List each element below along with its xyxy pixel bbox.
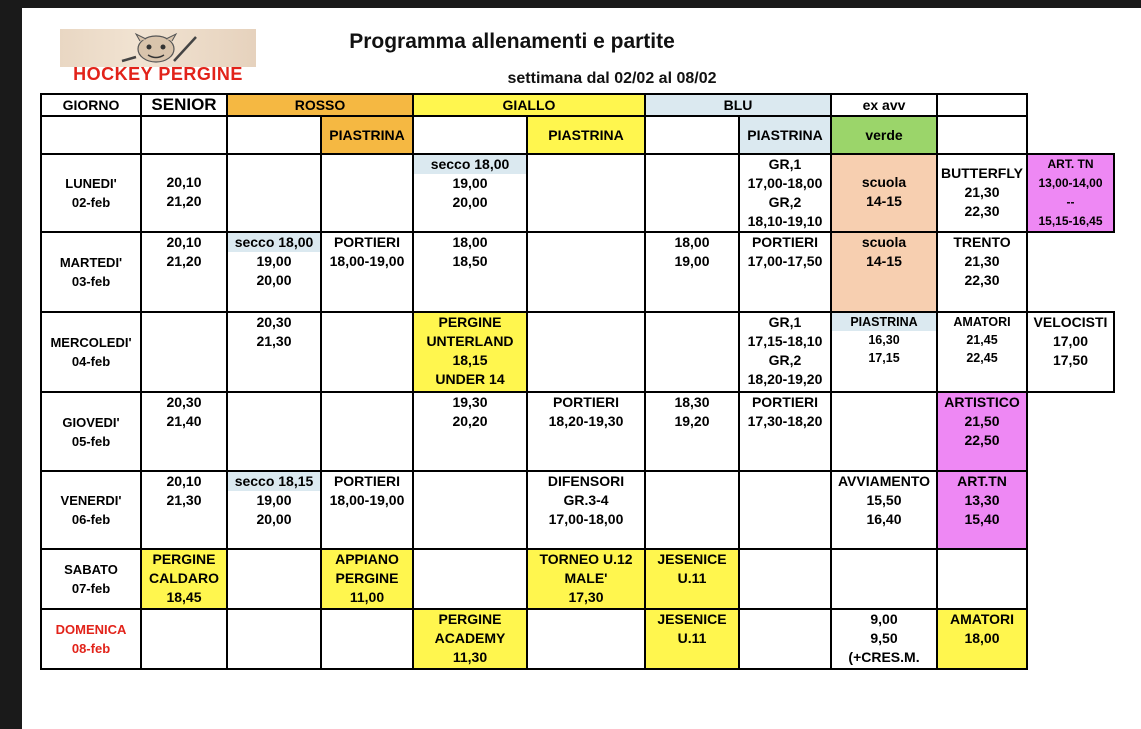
cell-line: 21,30 bbox=[964, 183, 1000, 200]
cell-line: PERGINE bbox=[335, 570, 399, 586]
cell-line: 17,00-18,00 bbox=[747, 175, 823, 191]
cell-line: 21,50 bbox=[964, 413, 1000, 429]
day-dom bbox=[40, 608, 142, 670]
cell-ven-rosso bbox=[226, 470, 322, 550]
cell-line: AMATORI bbox=[949, 611, 1015, 627]
cell-line: PORTIERI bbox=[552, 394, 620, 410]
cell-line: 18,50 bbox=[452, 253, 488, 269]
cell-line: 20,10 bbox=[166, 473, 202, 489]
cell-line: 9,50 bbox=[870, 630, 898, 646]
cell-mar-exavv bbox=[830, 231, 938, 313]
cell-line: 22,30 bbox=[964, 202, 1000, 219]
subheader-empty bbox=[226, 115, 322, 155]
empty-cell bbox=[526, 311, 646, 393]
cell-lun-exavv bbox=[830, 153, 938, 233]
cell-line: 20,10 bbox=[166, 174, 202, 190]
cell-lun-giallo bbox=[412, 153, 528, 233]
cell-line: 19,00 bbox=[256, 253, 292, 269]
cell-mer-extra bbox=[936, 311, 1028, 393]
cell-line: 17,00-17,50 bbox=[747, 253, 823, 269]
cell-mar-giallo bbox=[412, 231, 528, 313]
cell-line: (+CRES.M. bbox=[848, 649, 920, 665]
cell-lun-extra bbox=[936, 153, 1028, 233]
col-header-empty bbox=[936, 93, 1028, 117]
cell-line: 20,30 bbox=[166, 394, 202, 410]
col-header-blu: BLU bbox=[644, 93, 832, 117]
cell-mer-exavv bbox=[830, 311, 938, 393]
cell-line: 21,45 bbox=[966, 333, 998, 347]
cell-line: ACADEMY bbox=[434, 630, 506, 646]
cell-ven-rosso-p bbox=[320, 470, 414, 550]
subheader-rosso-piastrina: PIASTRINA bbox=[320, 115, 414, 155]
cell-lun-senior bbox=[140, 153, 228, 233]
day-name: DOMENICA bbox=[55, 622, 127, 637]
cell-gio-senior bbox=[140, 391, 228, 472]
empty-cell bbox=[738, 548, 832, 610]
cell-line: 20,10 bbox=[166, 234, 202, 250]
cell-line: 17,00-18,00 bbox=[548, 511, 624, 527]
day-lun bbox=[40, 153, 142, 233]
schedule-sheet bbox=[22, 8, 1141, 729]
cell-dom-exavv bbox=[830, 608, 938, 670]
cell-line: JESENICE bbox=[657, 611, 727, 627]
cell-line: AVVIAMENTO bbox=[837, 473, 931, 489]
day-name: LUNEDI' bbox=[65, 176, 117, 191]
cell-line: 13,30 bbox=[964, 492, 1000, 508]
day-name: MERCOLEDI' bbox=[50, 335, 132, 350]
cell-line: secco 18,00 bbox=[228, 233, 320, 252]
cell-mar-blu bbox=[644, 231, 740, 313]
cell-line: 18,10-19,10 bbox=[747, 213, 823, 229]
day-date: 03-feb bbox=[71, 274, 111, 289]
subheader-giallo-piastrina: PIASTRINA bbox=[526, 115, 646, 155]
empty-cell bbox=[412, 470, 528, 550]
subheader-blu-piastrina: PIASTRINA bbox=[738, 115, 832, 155]
day-name: SABATO bbox=[64, 562, 118, 577]
empty-cell bbox=[320, 391, 414, 472]
empty-cell bbox=[738, 608, 832, 670]
cell-line: -- bbox=[1066, 195, 1075, 209]
page-title: Programma allenamenti e partite bbox=[349, 30, 675, 53]
cell-sab-rosso-p bbox=[320, 548, 414, 610]
col-header-senior: SENIOR bbox=[140, 93, 228, 117]
cell-mer-vel bbox=[1026, 311, 1115, 393]
empty-cell bbox=[644, 470, 740, 550]
empty-cell bbox=[320, 311, 414, 393]
cell-line: 11,30 bbox=[452, 649, 488, 665]
cell-line: TRENTO bbox=[953, 234, 1011, 250]
cell-line: PORTIERI bbox=[333, 234, 401, 250]
cell-line: PORTIERI bbox=[751, 394, 819, 410]
cell-gio-blu-p bbox=[738, 391, 832, 472]
subheader-empty bbox=[936, 115, 1028, 155]
cell-line: PERGINE bbox=[152, 551, 216, 567]
cell-mar-rosso bbox=[226, 231, 322, 313]
day-date: 07-feb bbox=[71, 581, 111, 596]
cell-sab-senior bbox=[140, 548, 228, 610]
cell-line: UNTERLAND bbox=[426, 333, 514, 349]
cell-mer-blu-p bbox=[738, 311, 832, 393]
day-mar bbox=[40, 231, 142, 313]
cell-ven-extra bbox=[936, 470, 1028, 550]
cell-line: UNDER 14 bbox=[435, 371, 505, 387]
cell-line: GR,1 bbox=[768, 314, 802, 330]
empty-cell bbox=[738, 470, 832, 550]
cell-line: 9,00 bbox=[870, 611, 898, 627]
cell-line: APPIANO bbox=[335, 551, 399, 567]
cell-line: scuola bbox=[861, 174, 907, 190]
cell-line: 18,20-19,20 bbox=[747, 371, 823, 387]
cell-line: GR,1 bbox=[768, 156, 802, 172]
cell-line: 18,30 bbox=[674, 394, 710, 410]
day-ven bbox=[40, 470, 142, 550]
day-date: 08-feb bbox=[71, 641, 111, 656]
cell-line: 21,20 bbox=[166, 193, 202, 209]
day-name: GIOVEDI' bbox=[62, 414, 120, 430]
empty-cell bbox=[526, 153, 646, 233]
cell-mar-senior bbox=[140, 231, 228, 313]
cell-line: 20,00 bbox=[256, 511, 292, 527]
empty-cell bbox=[320, 153, 414, 233]
cell-sab-giallo-p bbox=[526, 548, 646, 610]
empty-cell bbox=[226, 608, 322, 670]
cell-line: PORTIERI bbox=[333, 473, 401, 489]
empty-cell bbox=[936, 548, 1028, 610]
cell-line: ART.TN bbox=[957, 473, 1007, 489]
cell-line: 17,15 bbox=[868, 351, 900, 365]
cell-line: 19,00 bbox=[674, 253, 710, 269]
week-subtitle: settimana dal 02/02 al 08/02 bbox=[507, 70, 717, 87]
empty-cell bbox=[226, 548, 322, 610]
cell-gio-giallo-p bbox=[526, 391, 646, 472]
cell-mer-rosso bbox=[226, 311, 322, 393]
cell-line: 18,20-19,30 bbox=[548, 413, 624, 429]
cell-line: 22,45 bbox=[966, 351, 998, 365]
cell-line: 21,30 bbox=[256, 333, 292, 349]
cell-line: 19,20 bbox=[674, 413, 710, 429]
empty-cell bbox=[226, 391, 322, 472]
cell-line: DIFENSORI bbox=[547, 473, 625, 489]
cell-line: PERGINE bbox=[438, 314, 502, 330]
cell-sab-blu bbox=[644, 548, 740, 610]
subheader-empty bbox=[644, 115, 740, 155]
day-name: MARTEDI' bbox=[59, 255, 123, 270]
cell-line: 19,30 bbox=[452, 394, 488, 410]
cell-line: 17,15-18,10 bbox=[747, 333, 823, 349]
cell-line: TORNEO U.12 bbox=[539, 551, 633, 567]
cell-ven-exavv bbox=[830, 470, 938, 550]
cell-line: ARTISTICO bbox=[944, 394, 1020, 410]
cell-line: VELOCISTI bbox=[1033, 314, 1108, 330]
cell-mar-extra bbox=[936, 231, 1028, 313]
cell-line: 18,00-19,00 bbox=[329, 253, 405, 269]
schedule-table bbox=[22, 8, 1141, 729]
cell-line: GR,2 bbox=[768, 194, 802, 210]
cell-line: PIASTRINA bbox=[832, 313, 936, 331]
cell-line: secco 18,00 bbox=[414, 155, 526, 174]
cell-line: 18,00 bbox=[674, 234, 710, 250]
cell-line: scuola bbox=[861, 234, 907, 250]
cell-line: 18,45 bbox=[166, 589, 202, 605]
empty-cell bbox=[320, 608, 414, 670]
cell-mar-blu-p bbox=[738, 231, 832, 313]
cell-line: 14-15 bbox=[866, 193, 902, 209]
cell-line: BUTTERFLY bbox=[941, 164, 1023, 181]
empty-cell bbox=[226, 153, 322, 233]
cell-line: U.11 bbox=[677, 570, 707, 586]
col-header-giorno: GIORNO bbox=[40, 93, 142, 117]
subheader-empty bbox=[40, 115, 142, 155]
empty-cell bbox=[526, 608, 646, 670]
cell-gio-giallo bbox=[412, 391, 528, 472]
cell-line: PERGINE bbox=[438, 611, 502, 627]
cell-line: 20,20 bbox=[452, 413, 488, 429]
cell-line: GR.3-4 bbox=[563, 492, 609, 508]
day-name: VENERDI' bbox=[60, 493, 122, 508]
cell-line: U.11 bbox=[677, 630, 707, 646]
subheader-empty bbox=[140, 115, 228, 155]
cell-line: 22,50 bbox=[964, 432, 1000, 448]
col-header-ex-avv: ex avv bbox=[830, 93, 938, 117]
day-gio bbox=[40, 391, 142, 472]
cell-mar-rosso-p bbox=[320, 231, 414, 313]
empty-cell bbox=[526, 231, 646, 313]
cell-line: PORTIERI bbox=[751, 234, 819, 250]
cell-dom-extra bbox=[936, 608, 1028, 670]
day-date: 05-feb bbox=[71, 433, 111, 449]
empty-cell bbox=[140, 608, 228, 670]
cell-line: 20,00 bbox=[256, 272, 292, 288]
empty-cell bbox=[140, 311, 228, 393]
empty-cell bbox=[644, 153, 740, 233]
empty-cell bbox=[644, 311, 740, 393]
cell-line: 21,30 bbox=[964, 253, 1000, 269]
cell-line: CALDARO bbox=[149, 570, 219, 586]
cell-line: GR,2 bbox=[768, 352, 802, 368]
cell-line: 14-15 bbox=[866, 253, 902, 269]
cell-line: 17,50 bbox=[1052, 352, 1089, 368]
cell-line: JESENICE bbox=[657, 551, 727, 567]
subheader-empty bbox=[412, 115, 528, 155]
cell-line: 16,30 bbox=[868, 333, 900, 347]
day-sab bbox=[40, 548, 142, 610]
cell-line: 17,00 bbox=[1052, 333, 1089, 349]
col-header-giallo: GIALLO bbox=[412, 93, 646, 117]
day-mer bbox=[40, 311, 142, 393]
empty-cell bbox=[830, 548, 938, 610]
day-date: 04-feb bbox=[71, 354, 111, 369]
cell-line: 18,00 bbox=[964, 630, 1000, 646]
day-date: 06-feb bbox=[71, 512, 111, 527]
col-header-rosso: ROSSO bbox=[226, 93, 414, 117]
cell-lun-blu-p bbox=[738, 153, 832, 233]
cell-line: AMATORI bbox=[953, 315, 1011, 329]
empty-cell bbox=[830, 391, 938, 472]
cell-line: MALE' bbox=[564, 570, 608, 586]
day-date: 02-feb bbox=[71, 195, 111, 210]
cell-gio-blu bbox=[644, 391, 740, 472]
cell-line: 13,00-14,00 bbox=[1038, 176, 1103, 190]
cell-line: secco 18,15 bbox=[228, 472, 320, 491]
cell-line: 15,15-16,45 bbox=[1038, 214, 1103, 228]
cell-line: 17,30-18,20 bbox=[747, 413, 823, 429]
empty-cell bbox=[412, 548, 528, 610]
cell-line: 20,30 bbox=[256, 314, 292, 330]
cell-line: 15,50 bbox=[866, 492, 902, 508]
cell-line: 22,30 bbox=[964, 272, 1000, 288]
cell-dom-blu bbox=[644, 608, 740, 670]
cell-line: 18,00-19,00 bbox=[329, 492, 405, 508]
cell-line: 19,00 bbox=[256, 492, 292, 508]
cell-dom-giallo bbox=[412, 608, 528, 670]
cell-ven-senior bbox=[140, 470, 228, 550]
cell-line: 11,00 bbox=[349, 589, 385, 605]
cell-line: 21,30 bbox=[166, 492, 202, 508]
cell-line: 18,15 bbox=[452, 352, 488, 368]
cell-line: 20,00 bbox=[452, 194, 488, 210]
cell-gio-extra bbox=[936, 391, 1028, 472]
cell-line: 16,40 bbox=[866, 511, 902, 527]
cell-line: 18,00 bbox=[452, 234, 488, 250]
cell-line: 17,30 bbox=[568, 589, 604, 605]
cell-lun-art bbox=[1026, 153, 1115, 233]
subheader-verde: verde bbox=[830, 115, 938, 155]
cell-line: 15,40 bbox=[964, 511, 1000, 527]
cell-ven-giallo-p bbox=[526, 470, 646, 550]
cell-mer-giallo bbox=[412, 311, 528, 393]
cell-line: 21,20 bbox=[166, 253, 202, 269]
cell-line: 21,40 bbox=[166, 413, 202, 429]
cell-line: ART. TN bbox=[1047, 157, 1094, 171]
logo-text: HOCKEY PERGINE bbox=[73, 64, 243, 84]
cell-line: 19,00 bbox=[452, 175, 488, 191]
